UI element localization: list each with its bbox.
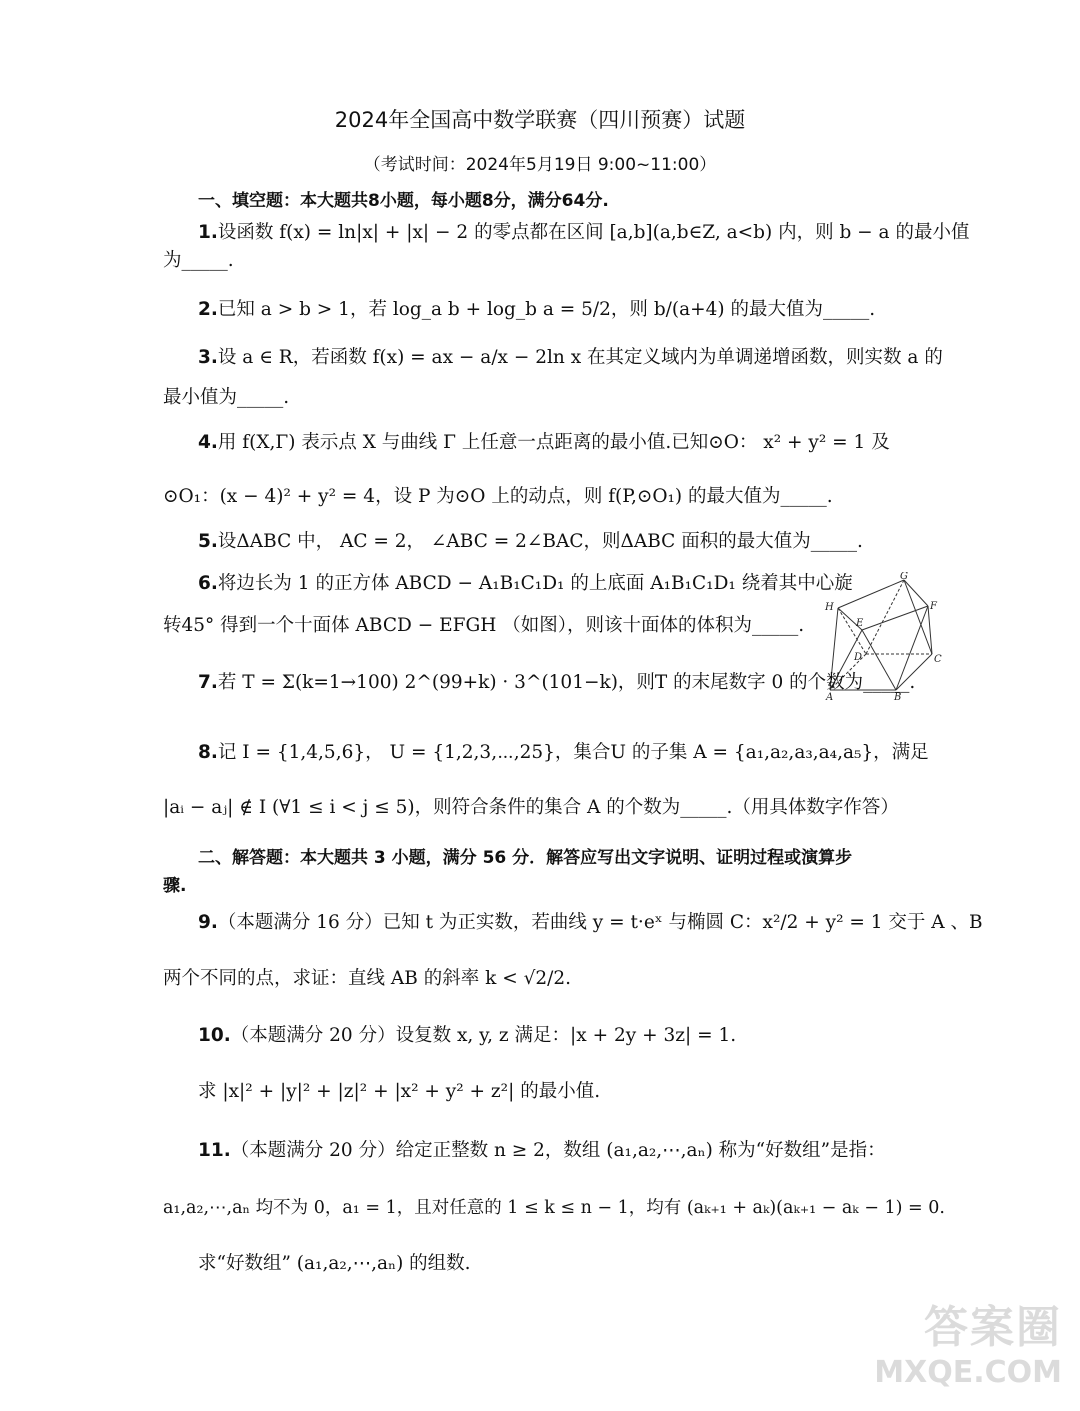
question-7 (198, 671, 915, 695)
edge-FC (928, 606, 932, 654)
watermark-text: 答案圈 (924, 1302, 1062, 1353)
section-fill-in-heading: 一、填空题：本大题共8小题，每小题8分，满分64分. (198, 191, 609, 211)
question-text: 设 a ∈ R，若函数 f(x) = ax − a/x − 2ln x 在其定义域内为单调递增函数，则实数 a 的 (217, 347, 943, 368)
question-number: 10. (198, 1025, 231, 1046)
vertex-label-E: E (856, 618, 864, 629)
edge-GH (838, 580, 904, 608)
section-answer-heading: 二、解答题：本大题共 3 小题，满分 56 分．解答应写出文字说明、证明过程或演算步 (198, 848, 853, 868)
question-number: 8. (198, 742, 218, 763)
question-number: 4. (198, 432, 218, 453)
question-text: （本题满分 16 分）已知 t 为正实数，若曲线 y = t·eˣ 与椭圆 C：x²/2 + y² = 1 交于 A 、B (217, 912, 983, 933)
question-8-continued: |aᵢ − aⱼ| ∉ I (∀1 ≤ i < j ≤ 5)，则符合条件的集合 A 的个数为_____.（用具体数字作答） (163, 797, 899, 818)
question-text: 若 T = Σ(k=1→100) 2^(99+k) · 3^(101−k)，则T 的末尾数字 0 的个数为_____. (217, 672, 916, 693)
question-number: 7. (198, 672, 218, 693)
question-number: 2. (198, 299, 218, 320)
question-10 (198, 1024, 736, 1048)
edge-GC (904, 580, 932, 654)
question-5 (198, 530, 863, 554)
question-number: 11. (198, 1140, 231, 1161)
question-9 (198, 911, 983, 935)
question-4-continued: ⊙O₁：(x − 4)² + y² = 4，设 P 为⊙O 上的动点，则 f(P,⊙O₁) 的最大值为_____. (163, 486, 833, 507)
question-number: 1. (198, 222, 218, 243)
question-text: 将边长为 1 的正方体 ABCD − A₁B₁C₁D₁ 的上底面 A₁B₁C₁D₁ 绕着其中心旋 (217, 573, 853, 594)
question-text: （本题满分 20 分）给定正整数 n ≥ 2，数组 (a₁,a₂,⋯,aₙ) 称为“好数组”是指： (230, 1140, 886, 1161)
question-3 (198, 346, 943, 370)
question-3-continued: 最小值为_____. (163, 387, 290, 408)
question-text: 设函数 f(x) = ln|x| + |x| − 2 的零点都在区间 [a,b](a,b∈Z, a<b) 内，则 b − a 的最小值 (217, 222, 970, 243)
question-number: 9. (198, 912, 218, 933)
watermark-logo (862, 1291, 1062, 1401)
vertex-label-G: G (900, 572, 908, 582)
vertex-label-B: B (894, 692, 902, 702)
edge-GF (904, 580, 928, 606)
question-number: 3. (198, 347, 218, 368)
question-11 (198, 1139, 886, 1163)
question-number: 6. (198, 573, 218, 594)
watermark-url: MXQE.COM (874, 1355, 1062, 1390)
vertex-label-H: H (825, 602, 834, 613)
vertex-label-A: A (826, 692, 834, 702)
question-11-final: 求“好数组” (a₁,a₂,⋯,aₙ) 的组数. (198, 1253, 471, 1274)
question-4 (198, 431, 890, 455)
question-1-continued: 为_____. (163, 250, 234, 271)
question-text: （本题满分 20 分）设复数 x, y, z 满足：|x + 2y + 3z| = 1. (230, 1025, 737, 1046)
exam-time: （考试时间：2024年5月19日 9:00~11:00） (363, 155, 717, 175)
question-6-continued: 转45° 得到一个十面体 ABCD − EFGH （如图），则该十面体的体积为_____. (163, 615, 805, 636)
question-9-continued: 两个不同的点，求证：直线 AB 的斜率 k < √2/2. (163, 968, 572, 989)
question-text: 已知 a > b > 1，若 log_a b + log_b a = 5/2，则 b/(a+4) 的最大值为_____. (217, 299, 876, 320)
question-text: 设ΔABC 中， AC = 2， ∠ABC = 2∠BAC，则ΔABC 面积的最大值为_____. (217, 531, 863, 552)
question-10-continued: 求 |x|² + |y|² + |z|² + |x² + y² + z²| 的最小值. (198, 1081, 601, 1102)
vertex-label-D: D (854, 652, 863, 663)
section-answer-heading-continued: 骤. (163, 876, 187, 896)
question-1 (198, 221, 969, 245)
question-11-continued: a₁,a₂,⋯,aₙ 均不为 0，a₁ = 1，且对任意的 1 ≤ k ≤ n − 1，均有 (aₖ₊₁ + aₖ)(aₖ₊₁ − aₖ − 1) = 0. (163, 1198, 945, 1218)
question-text: 用 f(X,Γ) 表示点 X 与曲线 Γ 上任意一点距离的最小值.已知⊙O： x² + y² = 1 及 (217, 432, 890, 453)
page-title: 2024年全国高中数学联赛（四川预赛）试题 (334, 108, 746, 132)
question-8 (198, 741, 929, 765)
vertex-label-C: C (934, 654, 942, 665)
vertex-label-F: F (930, 601, 937, 612)
question-6 (198, 572, 853, 596)
question-text: 记 I = {1,4,5,6}， U = {1,2,3,⋯,25}，集合U 的子集 A = {a₁,a₂,a₃,a₄,a₅}，满足 (217, 742, 929, 763)
question-2 (198, 298, 875, 322)
question-number: 5. (198, 531, 218, 552)
